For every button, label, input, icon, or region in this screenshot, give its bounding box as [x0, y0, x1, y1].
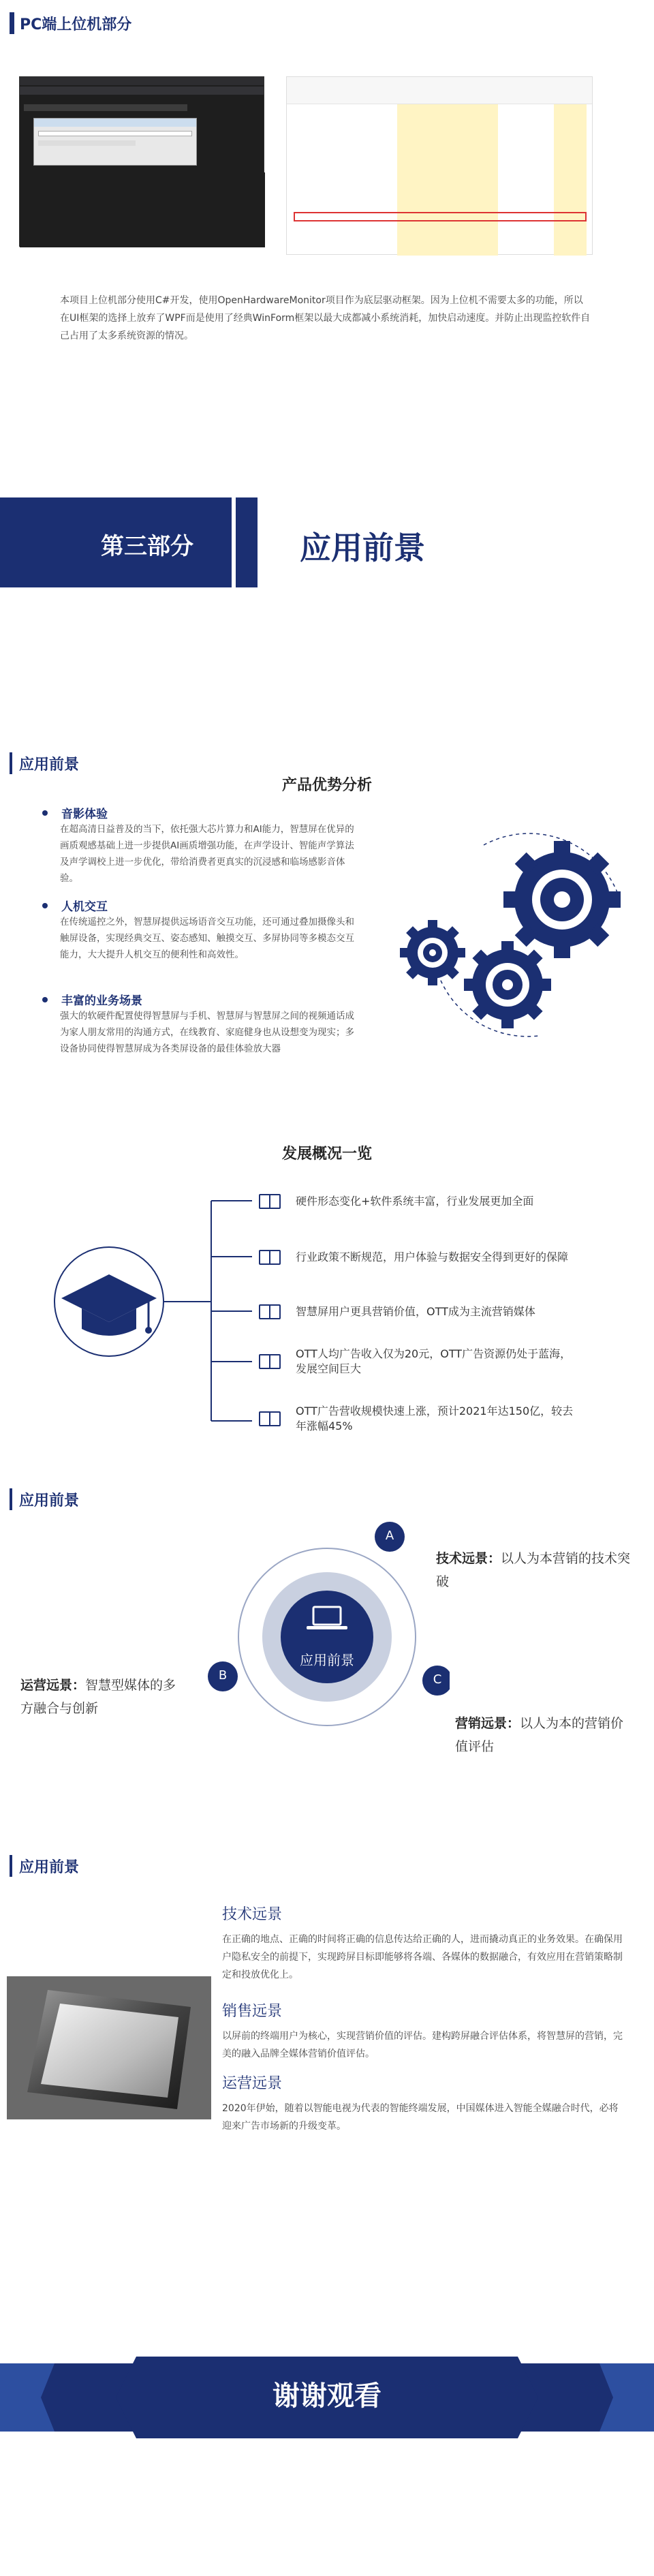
prospect-block-body: 以屏前的终端用户为核心，实现营销价值的评估。建构跨屏融合评估体系，将智慧屏的营销，完美的融入品牌全媒体营销价值评估。 [222, 2031, 623, 2059]
ide-dialog [33, 118, 197, 166]
book-icon [259, 1250, 281, 1265]
section5-title: 应用前景 [19, 1858, 80, 1876]
bullet-dot [42, 810, 48, 816]
gears-illustration [382, 818, 640, 1049]
prospect-block-1 [222, 1903, 624, 1984]
task-manager-screenshot [286, 76, 593, 255]
section5-header [10, 1855, 79, 1877]
section2-header [10, 752, 79, 774]
section2-title: 应用前景 [19, 756, 80, 773]
advantage-head: 音影体验 [61, 808, 108, 821]
mkt-prospect [455, 1712, 632, 1758]
gear-medium-icon [464, 941, 551, 1028]
section4-header [10, 1488, 79, 1510]
gear-small-icon [400, 920, 465, 985]
ops-head: 运营远景： [20, 1678, 86, 1693]
tech-prospect [436, 1547, 634, 1593]
badge-a: A [385, 1529, 394, 1543]
banner-part-label: 第三部分 [101, 533, 193, 560]
prospect-circle-diagram [204, 1513, 450, 1745]
header-bar [10, 12, 14, 34]
prospect-block-body: 在正确的地点、正确的时间将正确的信息传达给正确的人，进而撬动真正的业务效果。在确保用户隐私安全的前提下，实现跨屏目标即能够将各端、各媒体的数据融合，有效应用在营销策略制定和投放优化上。 [222, 1934, 623, 1980]
book-icon [259, 1194, 281, 1209]
section1-paragraph: 本项目上位机部分使用C#开发，使用OpenHardwareMonitor项目作为底层驱动框架。因为上位机不需要太多的功能，所以在UI框架的选择上放弃了WPF而是使用了经典WinForm框架以最大成都减小系统消耗，加快启动速度。并防止出现监控软件自己占用了太多系统资源的情况。 [60, 295, 591, 341]
ide-screenshot [19, 76, 264, 247]
banner-title: 应用前景 [300, 530, 425, 566]
mkt-head: 营销远景： [455, 1716, 520, 1731]
advantage-item-1 [42, 804, 360, 887]
gear-large-icon [503, 841, 621, 958]
bullet-dot [42, 997, 48, 1002]
badge-c: C [433, 1672, 442, 1687]
advantage-head: 丰富的业务场景 [61, 994, 142, 1008]
ide-tabs [24, 104, 187, 111]
overview-item-text: 智慧屏用户更具营销价值，OTT成为主流营销媒体 [296, 1305, 535, 1318]
tablet-device-image [7, 1976, 211, 2119]
thanks-text: 谢谢观看 [272, 2380, 382, 2412]
advantage-body: 在超高清日益普及的当下，依托强大芯片算力和AI能力，智慧屏在优异的画质观感基础上进一步提供AI画质增强功能，在声学设计、智能声学算法及声学调校上进一步优化，带给消费者更真实的沉浸感和临场感影音体验。 [60, 824, 354, 884]
advantage-body: 在传统遥控之外，智慧屏提供远场语音交互功能，还可通过叠加摄像头和触屏设备，实现经典交互、姿态感知、触摸交互、多屏协同等多模态交互能力，大大提升人机交互的便利性和高效性。 [60, 917, 354, 960]
prospect-block-2 [222, 1999, 624, 2063]
overview-item-4 [259, 1347, 582, 1377]
badge-b: B [218, 1668, 228, 1683]
ide-toolbar [20, 87, 264, 95]
section4-title: 应用前景 [19, 1492, 80, 1509]
overview-item-text: 行业政策不断规范，用户体验与数据安全得到更好的保障 [296, 1251, 569, 1263]
banner-divider [236, 497, 258, 587]
overview-item-2 [259, 1250, 629, 1265]
prospect-block-title: 销售远景 [222, 2003, 283, 2020]
overview-item-text: OTT广告营收规模快速上涨，预计2021年达150亿，较去年涨幅45% [296, 1405, 574, 1432]
ops-prospect [20, 1674, 184, 1720]
center-label: 应用前景 [300, 1652, 354, 1668]
prospect-block-body: 2020年伊始，随着以智能电视为代表的智能终端发展，中国媒体进入智能全媒融合时代，必将迎来广告市场新的升级变革。 [222, 2103, 619, 2132]
mkt-body: 以人为本的营销价值评估 [455, 1716, 624, 1754]
ide-menubar [20, 77, 264, 85]
section-header [10, 12, 131, 34]
advantage-item-2 [42, 897, 360, 963]
ide-body [20, 172, 265, 247]
overview-item-text: OTT人均广告收入仅为20元，OTT广告资源仍处于蓝海，发展空间巨大 [296, 1347, 572, 1375]
advantage-body: 强大的软硬件配置使得智慧屏与手机、智慧屏与智慧屏之间的视频通话成为家人朋友常用的沟通方式，在线教育、家庭健身也从设想变为现实；多设备协同使得智慧屏成为各类屏设备的最佳体验放大器 [60, 1011, 354, 1054]
section-title: PC端上位机部分 [20, 16, 132, 33]
prospect-block-3 [222, 2072, 624, 2135]
overview-item-1 [259, 1194, 616, 1209]
timeline-graphic [41, 1186, 266, 1445]
prospect-block-title: 运营远景 [222, 2075, 283, 2092]
book-icon [259, 1304, 281, 1319]
overview-item-text: 硬件形态变化+软件系统丰富，行业发展更加全面 [296, 1195, 534, 1208]
overview-item-5 [259, 1404, 582, 1434]
advantage-item-3 [42, 991, 360, 1057]
bullet-dot [42, 903, 48, 908]
ops-body: 智慧型媒体的多方融合与创新 [20, 1678, 176, 1716]
overview-title: 发展概况一览 [281, 1146, 372, 1163]
advantage-head: 人机交互 [61, 900, 108, 914]
tech-body: 以人为本营销的技术突破 [436, 1551, 631, 1589]
overview-item-3 [259, 1304, 616, 1319]
analysis-title: 产品优势分析 [281, 777, 372, 794]
part3-banner [0, 497, 654, 587]
book-icon [259, 1411, 281, 1426]
tech-head: 技术远景： [436, 1551, 501, 1566]
book-icon [259, 1354, 281, 1369]
prospect-block-title: 技术远景 [222, 1906, 283, 1923]
